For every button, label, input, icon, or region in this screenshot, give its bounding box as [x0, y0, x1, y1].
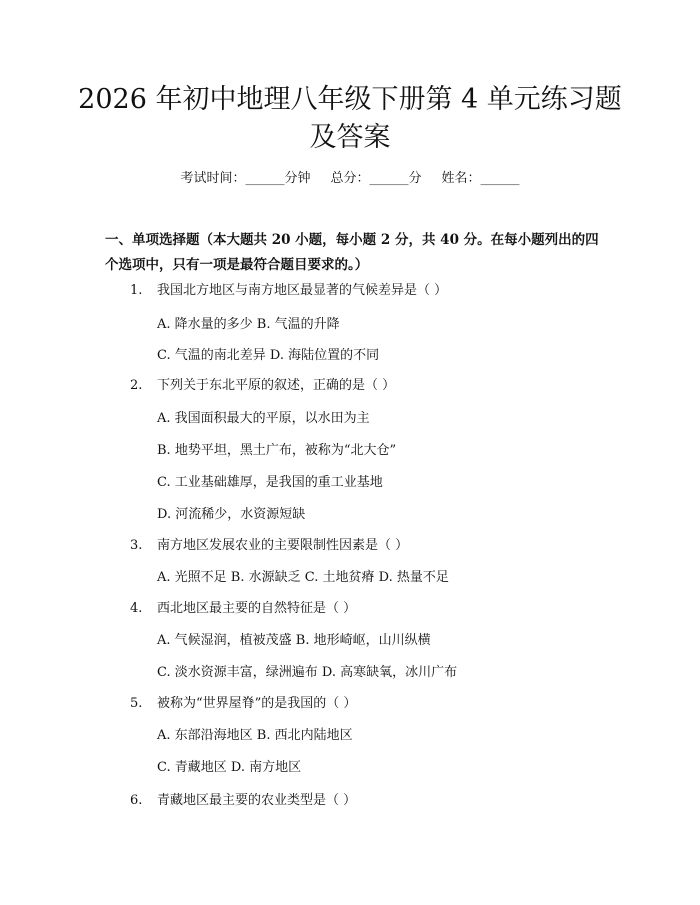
document-title-line2: 及答案: [309, 122, 391, 153]
question-3-options-line1: A. 光照不足 B. 水源缺乏 C. 土地贫瘠 D. 热量不足: [157, 570, 449, 585]
question-6: [130, 792, 356, 810]
question-1: [130, 282, 447, 300]
document-title-line1: 2026 年初中地理八年级下册第 4 单元练习题: [78, 84, 622, 115]
question-5-options-line1: A. 东部沿海地区 B. 西北内陆地区: [157, 728, 353, 743]
question-text: 南方地区发展农业的主要限制性因素是（ ）: [157, 538, 409, 553]
question-5: [130, 695, 356, 713]
question-text: 我国北方地区与南方地区最显著的气候差异是（ ）: [157, 283, 448, 298]
section-heading-line2: 个选项中，只有一项是最符合题目要求的。）: [105, 257, 369, 273]
question-text: 被称为“世界屋脊”的是我国的（ ）: [157, 696, 357, 711]
question-number: 3.: [130, 538, 143, 553]
total-score-field: 总分：______分: [330, 171, 422, 186]
question-3: [130, 537, 408, 555]
question-text: 西北地区最主要的自然特征是（ ）: [157, 601, 357, 616]
exam-time-field: 考试时间：______分钟: [180, 171, 311, 186]
section-heading: [105, 228, 605, 278]
question-1-options-line1: A. 降水量的多少 B. 气温的升降: [157, 317, 340, 332]
question-number: 5.: [130, 696, 143, 711]
question-2: [130, 377, 395, 395]
exam-meta: [0, 170, 700, 188]
question-number: 4.: [130, 601, 143, 616]
question-2-option-c: C. 工业基础雄厚，是我国的重工业基地: [157, 475, 383, 490]
student-name-field: 姓名：______: [441, 171, 520, 186]
question-4-options-line2: C. 淡水资源丰富，绿洲遍布 D. 高寒缺氧，冰川广布: [157, 665, 458, 680]
question-number: 2.: [130, 378, 143, 393]
question-5-options-line2: C. 青藏地区 D. 南方地区: [157, 760, 302, 775]
question-text: 下列关于东北平原的叙述，正确的是（ ）: [157, 378, 396, 393]
question-4: [130, 600, 356, 618]
question-2-option-b: B. 地势平坦，黑土广布，被称为“北大仓”: [157, 443, 397, 458]
question-4-options-line1: A. 气候湿润，植被茂盛 B. 地形崎岖，山川纵横: [157, 633, 431, 648]
question-number: 6.: [130, 793, 143, 808]
question-number: 1.: [130, 283, 143, 298]
question-2-option-d: D. 河流稀少，水资源短缺: [157, 507, 306, 522]
question-1-options-line2: C. 气温的南北差异 D. 海陆位置的不同: [157, 348, 380, 363]
question-2-option-a: A. 我国面积最大的平原，以水田为主: [157, 411, 370, 426]
section-heading-line1: 一、单项选择题（本大题共 20 小题，每小题 2 分，共 40 分。在每小题列出的四: [105, 232, 599, 248]
question-text: 青藏地区最主要的农业类型是（ ）: [157, 793, 357, 808]
